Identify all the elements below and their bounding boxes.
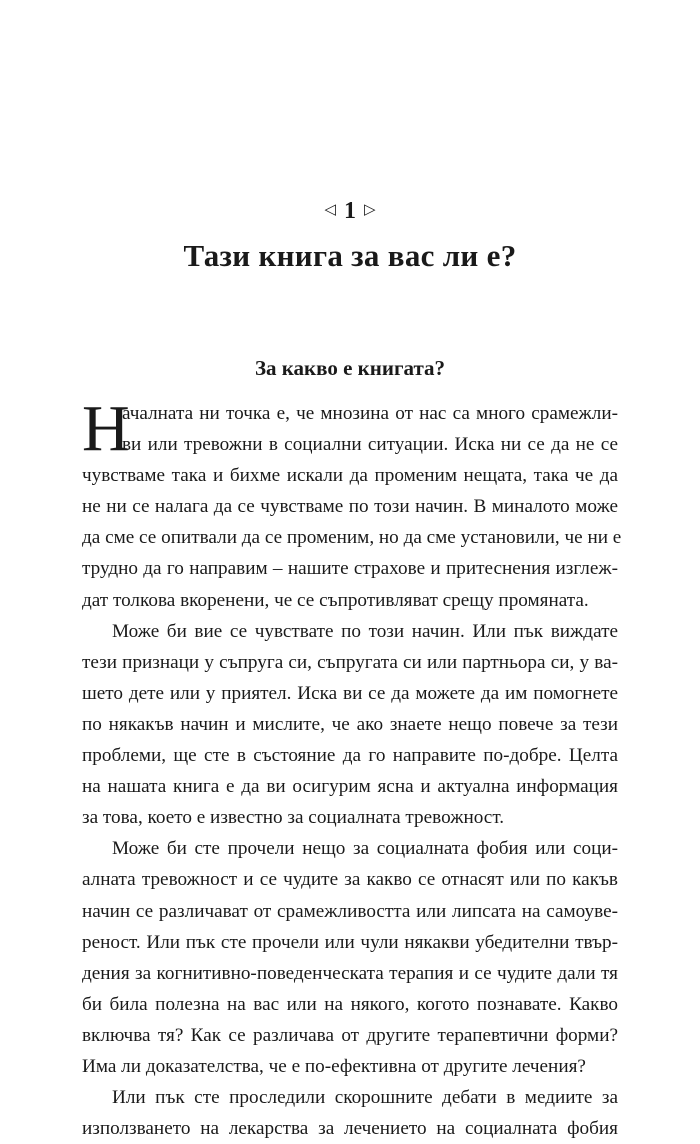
left-triangle-icon: ◁ <box>324 202 336 219</box>
section-title: За какво е книгата? <box>254 356 446 380</box>
text-line: ачалната ни точка е, че мнозина от нас са много срамежли- <box>122 403 618 424</box>
text-line: да сме се опитвали да се променим, но да сме установили, че ни е <box>82 527 622 549</box>
text-line: тези признаци у съпруга си, съпругата си или партньора си, у ва- <box>82 651 618 673</box>
text-line: за това, което е известно за социалната тревожност. <box>82 807 505 829</box>
text-line: използването на лекарства за лечението на социалната фобия <box>82 1118 618 1140</box>
text-line: шето дете или у приятел. Иска ви се да можете да им помогнете <box>82 682 618 704</box>
text-line: Може би сте прочели нещо за социалната фобия или соци- <box>112 838 618 860</box>
chapter-title: Тази книга за вас ли е? <box>183 238 517 273</box>
text-line: начин се различават от срамежливостта или липсата на самоуве- <box>82 900 618 922</box>
text-line: Има ли доказателства, че е по-ефективна от другите лечения? <box>82 1055 586 1077</box>
text-line: ви или тревожни в социални ситуации. Иска ни се да не се <box>122 434 618 456</box>
text-line: чувстваме така и бихме искали да променим нещата, така че да <box>82 465 618 487</box>
body-text <box>82 392 622 1144</box>
text-line: проблеми, ще сте в състояние да го направите по-добре. Целта <box>82 745 618 767</box>
chapter-number <box>0 196 700 227</box>
text-line: по някакъв начин и мислите, че ако знаете нещо повече за тези <box>82 713 618 735</box>
drop-cap: Н <box>82 392 130 465</box>
text-line: дат толкова вкоренени, че се съпротивляват срещу промяната. <box>82 589 589 611</box>
text-line: включва тя? Как се различава от другите терапевтични форми? <box>82 1024 618 1046</box>
text-line: на нашата книга е да ви осигурим ясна и актуална информация <box>82 776 618 798</box>
text-line: реност. Или пък сте прочели или чули някакви убедителни твър- <box>82 931 618 953</box>
right-triangle-icon: ▷ <box>364 202 376 219</box>
text-line: дения за когнитивно-поведенческата терапия и се чудите дали тя <box>82 962 618 984</box>
text-line: би била полезна на вас или на някого, когото познавате. Какво <box>82 993 618 1015</box>
text-line: трудно да го направим – нашите страхове и притеснения изглеж- <box>82 558 618 580</box>
text-line: не ни се налага да се чувстваме по този начин. В миналото може <box>82 496 618 518</box>
chapter-number-value: 1 <box>344 198 356 224</box>
text-line: алната тревожност и се чудите за какво се отнасят или по какъв <box>82 869 618 891</box>
text-line: Или пък сте проследили скорошните дебати в медиите за <box>112 1087 618 1109</box>
text-line: Може би вие се чувствате по този начин. Или пък виждате <box>112 620 618 642</box>
